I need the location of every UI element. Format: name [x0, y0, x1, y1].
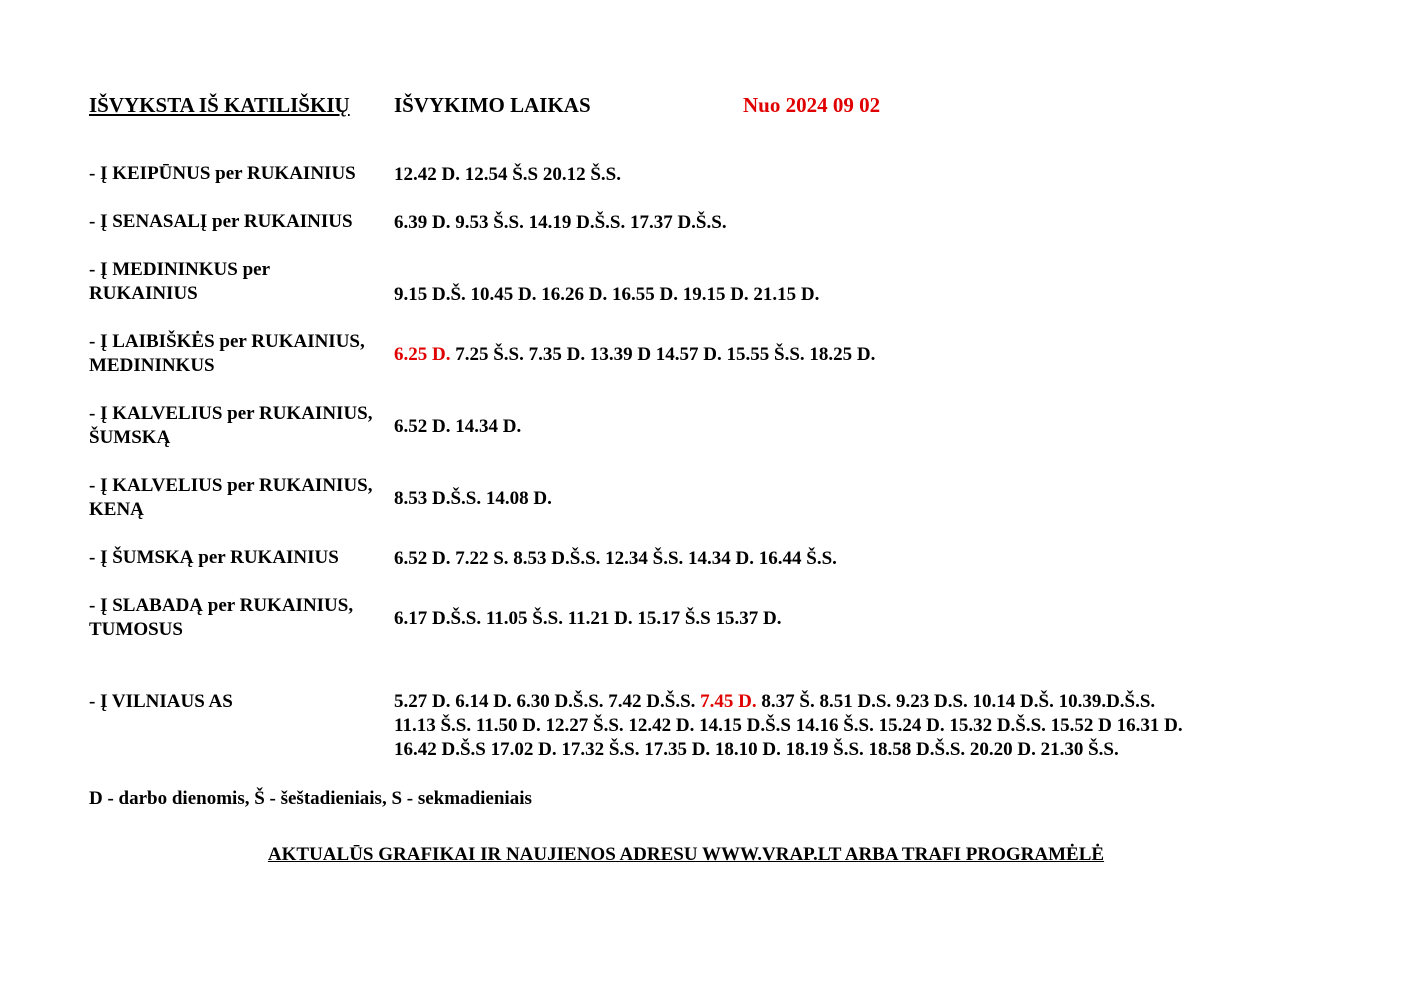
route-destination: - Į KEIPŪNUS per RUKAINIUS [89, 163, 356, 184]
route-times: 6.39 D. 9.53 Š.S. 14.19 D.Š.S. 17.37 D.Š.S. [394, 212, 727, 233]
route-destination: - Į KALVELIUS per RUKAINIUS, ŠUMSKĄ [89, 403, 373, 448]
route-destination: - Į VILNIAUS AS [89, 691, 233, 712]
departure-heading: IŠVYKSTA IŠ KATILIŠKIŲ [89, 93, 350, 117]
valid-from-date: Nuo 2024 09 02 [743, 93, 881, 117]
route-times: 6.17 D.Š.S. 11.05 Š.S. 11.21 D. 15.17 Š.S 15.37 D. [394, 608, 782, 629]
footer-notice: AKTUALŪS GRAFIKAI IR NAUJIENOS ADRESU WWW.VRAP.LT ARBA TRAFI PROGRAMĖLĖ [267, 844, 1105, 865]
route-times: 8.53 D.Š.S. 14.08 D. [394, 488, 552, 509]
route-times-part: 5.27 D. 6.14 D. 6.30 D.Š.S. 7.42 D.Š.S. [394, 691, 701, 712]
legend: D - darbo dienomis, Š - šeštadieniais, S - sekmadieniais [89, 788, 532, 809]
highlighted-time: 6.25 D. [394, 344, 451, 365]
route-times [394, 343, 875, 367]
route-times-part: 8.37 Š. 8.51 D.S. 9.23 D.S. 10.14 D.Š. 10.39.D.Š.S. [756, 691, 1156, 712]
route-times-line: 11.13 Š.S. 11.50 D. 12.27 Š.S. 12.42 D. 14.15 D.Š.S 14.16 Š.S. 15.24 D. 15.32 D.Š.S. 15.52 D 16.31 D. [394, 715, 1183, 736]
route-destination: - Į SLABADĄ per RUKAINIUS, TUMOSUS [89, 595, 354, 640]
route-destination: - Į KALVELIUS per RUKAINIUS, KENĄ [89, 475, 373, 520]
route-destination: - Į LAIBIŠKĖS per RUKAINIUS, MEDININKUS [89, 331, 365, 376]
route-times: 9.15 D.Š. 10.45 D. 16.26 D. 16.55 D. 19.15 D. 21.15 D. [394, 284, 820, 305]
route-times-line: 16.42 D.Š.S 17.02 D. 17.32 Š.S. 17.35 D. 18.10 D. 18.19 Š.S. 18.58 D.Š.S. 20.20 D. 21.30 Š.S. [394, 739, 1119, 760]
route-times: 6.52 D. 14.34 D. [394, 416, 522, 437]
route-destination: - Į MEDININKUS per RUKAINIUS [89, 259, 270, 304]
route-destination: - Į ŠUMSKĄ per RUKAINIUS [89, 547, 339, 568]
route-times: 6.52 D. 7.22 S. 8.53 D.Š.S. 12.34 Š.S. 14.34 D. 16.44 Š.S. [394, 548, 837, 569]
route-destination: - Į SENASALĮ per RUKAINIUS [89, 211, 353, 232]
route-times-rest: 7.25 Š.S. 7.35 D. 13.39 D 14.57 D. 15.55 Š.S. 18.25 D. [450, 344, 876, 365]
route-times: 12.42 D. 12.54 Š.S 20.12 Š.S. [394, 164, 621, 185]
departure-time-heading: IŠVYKIMO LAIKAS [394, 93, 591, 117]
route-times [394, 690, 1183, 762]
highlighted-time: 7.45 D. [700, 691, 757, 712]
route-times-line [394, 690, 1183, 714]
